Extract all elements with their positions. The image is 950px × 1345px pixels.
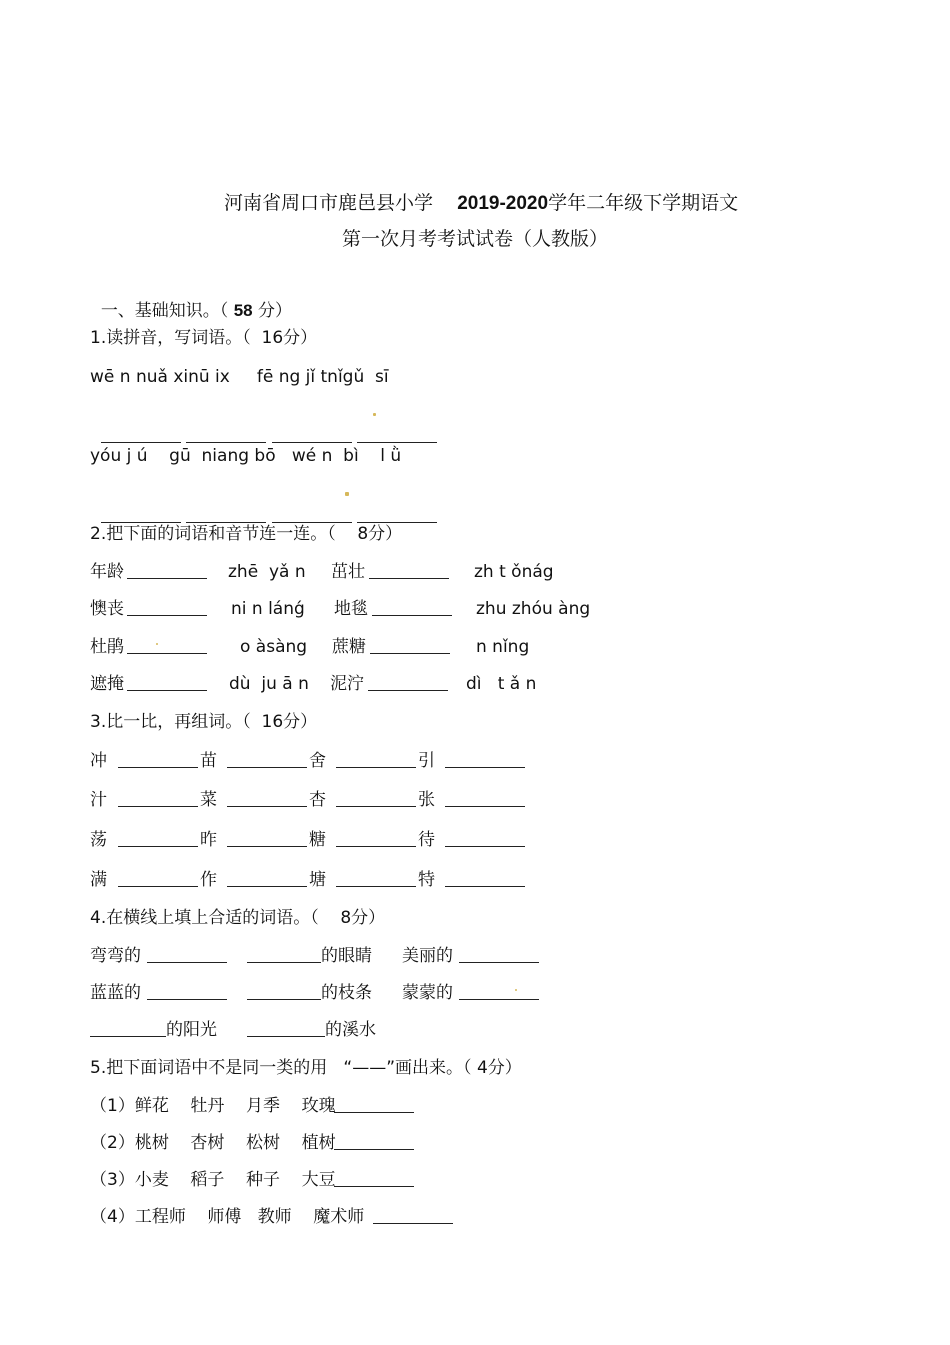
answer-blank[interactable] (334, 1096, 414, 1113)
match-blank[interactable] (127, 637, 207, 654)
match-blank[interactable] (127, 674, 207, 691)
answer-blank[interactable] (336, 790, 416, 807)
q2-heading: 2.把下面的词语和音节连一连。（ 8分） (90, 524, 403, 544)
answer-blank[interactable] (101, 426, 181, 443)
q5-words: （2）桃树 杏树 松树 植树 (90, 1133, 336, 1153)
q2-word: 懊丧 (90, 599, 124, 619)
q1-heading: 1.读拼音，写词语。（ 16分） (90, 328, 318, 348)
answer-blank[interactable] (336, 870, 416, 887)
q5-words: （1）鲜花 牡丹 月季 玫瑰 (90, 1096, 336, 1116)
q3-char: 冲 (90, 751, 107, 771)
section-score: 58 (233, 301, 253, 320)
q3-char: 杏 (309, 790, 326, 810)
answer-blank[interactable] (118, 751, 198, 768)
q2-pinyin: o àsàng (240, 637, 308, 657)
match-blank[interactable] (370, 637, 450, 654)
q1-blanks-row-1 (90, 404, 437, 449)
q4-text: 弯弯的 (90, 946, 141, 966)
q2-pinyin: zh t ǒnág (474, 562, 554, 582)
answer-blank[interactable] (227, 790, 307, 807)
q4-text: 蒙蒙的 (402, 983, 453, 1003)
q4-text: 的眼睛 (321, 946, 372, 966)
section-suffix: 分） (258, 301, 293, 321)
match-blank[interactable] (127, 562, 207, 579)
scan-speck (373, 413, 376, 416)
q3-char: 作 (200, 870, 217, 890)
q5-heading: 5.把下面词语中不是同一类的用 “——”画出来。（ 4分） (90, 1058, 522, 1078)
match-blank[interactable] (372, 599, 452, 616)
q2-pinyin: dì t ǎ n (466, 674, 537, 694)
q5-words: （3）小麦 稻子 种子 大豆 (90, 1170, 336, 1190)
q2-pinyin: ni n lánǵ (231, 599, 305, 619)
q2-word: 杜鹃 (90, 637, 124, 657)
q3-char: 待 (418, 830, 435, 850)
answer-blank[interactable] (118, 830, 198, 847)
q4-text: 的枝条 (321, 983, 372, 1003)
title-year: 2019-2020 (457, 193, 549, 214)
q3-char: 塘 (309, 870, 326, 890)
answer-blank[interactable] (336, 751, 416, 768)
answer-blank[interactable] (373, 1207, 453, 1224)
match-blank[interactable] (368, 674, 448, 691)
answer-blank[interactable] (445, 790, 525, 807)
section-prefix: 一、基础知识。（ (100, 301, 229, 321)
q5-words: （4）工程师 师傅 教师 魔术师 (90, 1207, 365, 1227)
answer-blank[interactable] (247, 946, 321, 963)
q2-pinyin: zhu zhóu àng (476, 599, 591, 619)
q2-word: 遮掩 (90, 674, 124, 694)
q2-word: 地毯 (334, 599, 368, 619)
answer-blank[interactable] (118, 790, 198, 807)
q4-heading: 4.在横线上填上合适的词语。（ 8分） (90, 908, 386, 928)
scan-speck (515, 989, 517, 991)
q3-char: 菜 (200, 790, 217, 810)
scan-speck (345, 492, 349, 496)
answer-blank[interactable] (247, 983, 321, 1000)
q2-pinyin: zhē yǎ n (228, 562, 306, 582)
match-blank[interactable] (369, 562, 449, 579)
answer-blank[interactable] (147, 983, 227, 1000)
answer-blank[interactable] (334, 1133, 414, 1150)
title-line-1 (0, 166, 950, 215)
answer-blank[interactable] (272, 426, 352, 443)
q4-text: 的阳光 (166, 1020, 217, 1040)
answer-blank[interactable] (90, 1020, 166, 1037)
q3-char: 张 (418, 790, 435, 810)
q3-char: 汁 (90, 790, 107, 810)
q4-text: 美丽的 (402, 946, 453, 966)
answer-blank[interactable] (459, 983, 539, 1000)
answer-blank[interactable] (357, 506, 437, 523)
q2-word: 泥泞 (330, 674, 364, 694)
q2-word: 茁壮 (331, 562, 365, 582)
q2-pinyin: n nǐng (476, 637, 530, 657)
answer-blank[interactable] (186, 426, 266, 443)
q3-heading: 3.比一比，再组词。（ 16分） (90, 712, 318, 732)
q4-text: 的溪水 (325, 1020, 376, 1040)
section-heading (90, 278, 292, 322)
answer-blank[interactable] (147, 946, 227, 963)
q1-pinyin-row-2: yóu j ú gū niang bō wé n bì l ǜ (90, 446, 402, 466)
q2-pinyin: dù ju ā n (229, 674, 309, 694)
answer-blank[interactable] (357, 426, 437, 443)
match-blank[interactable] (127, 599, 207, 616)
answer-blank[interactable] (272, 506, 352, 523)
title-line-2: 第一次月考考试试卷（人教版） (341, 228, 608, 250)
q3-char: 满 (90, 870, 107, 890)
answer-blank[interactable] (101, 506, 181, 523)
q2-word: 蔗糖 (332, 637, 366, 657)
answer-blank[interactable] (445, 751, 525, 768)
scan-speck (156, 643, 158, 645)
q3-char: 引 (418, 751, 435, 771)
answer-blank[interactable] (118, 870, 198, 887)
answer-blank[interactable] (227, 870, 307, 887)
answer-blank[interactable] (459, 946, 539, 963)
answer-blank[interactable] (336, 830, 416, 847)
q3-char: 特 (418, 870, 435, 890)
answer-blank[interactable] (247, 1020, 325, 1037)
q3-char: 荡 (90, 830, 107, 850)
q2-word: 年龄 (90, 562, 124, 582)
answer-blank[interactable] (227, 751, 307, 768)
q3-char: 苗 (200, 751, 217, 771)
title-rest: 学年二年级下学期语文 (548, 192, 739, 214)
answer-blank[interactable] (334, 1170, 414, 1187)
answer-blank[interactable] (227, 830, 307, 847)
q4-text: 蓝蓝的 (90, 983, 141, 1003)
q1-pinyin-row-1: wē n nuǎ xinū ix fē ng jǐ tnǐgǔ sī (90, 367, 389, 387)
answer-blank[interactable] (186, 506, 266, 523)
title-school: 河南省周口市鹿邑县小学 (224, 192, 434, 214)
answer-blank[interactable] (445, 870, 525, 887)
answer-blank[interactable] (445, 830, 525, 847)
q3-char: 昨 (200, 830, 217, 850)
q3-char: 舍 (309, 751, 326, 771)
q3-char: 糖 (309, 830, 326, 850)
